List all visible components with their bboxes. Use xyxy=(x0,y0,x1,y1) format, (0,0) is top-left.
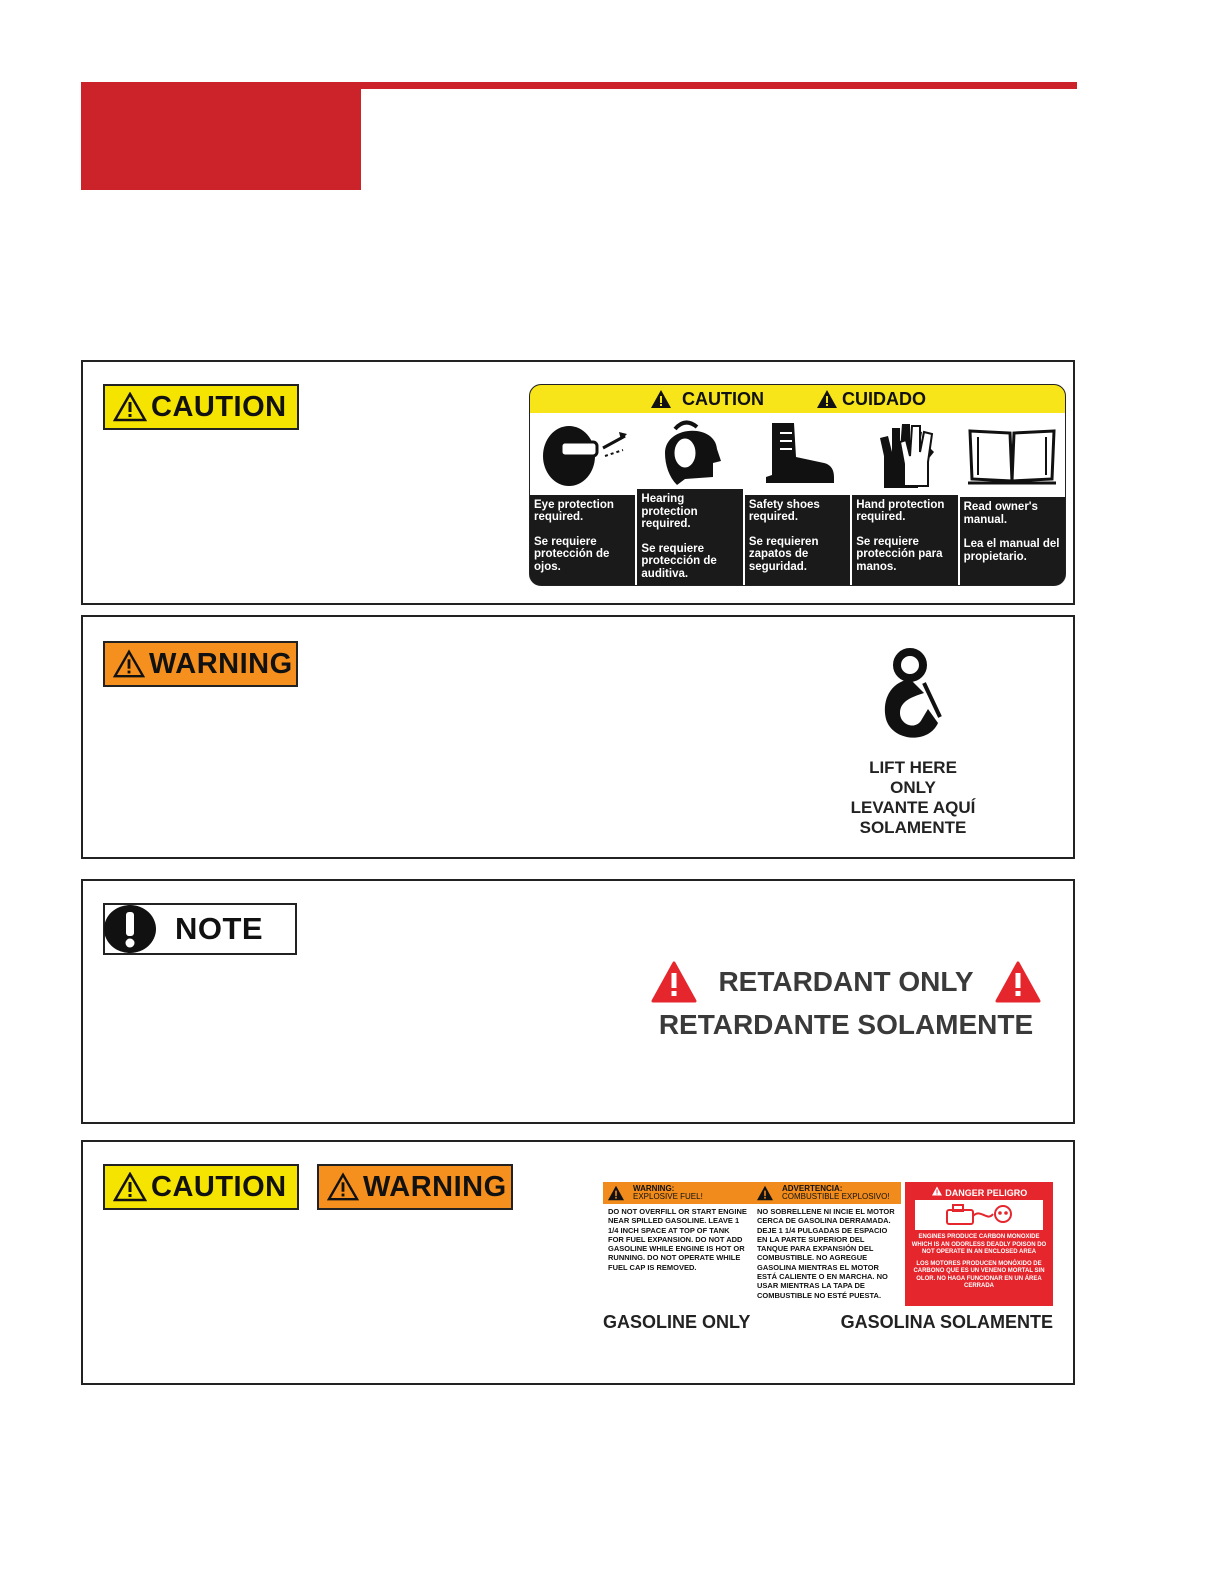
retardant-line-2: RETARDANTE SOLAMENTE xyxy=(658,1009,1034,1040)
fuel-type-labels xyxy=(603,1312,1053,1333)
warning-triangle-icon xyxy=(756,1185,774,1201)
danger-text-en: ENGINES PRODUCE CARBON MONOXIDE WHICH IS AN ODORLESS DEADLY POISON DO NOT OPERATE IN AN ENCLOSED AREA xyxy=(911,1234,1047,1255)
warning-triangle-icon xyxy=(651,961,697,1003)
ppe-text-en: Hearing protection required. xyxy=(641,493,698,530)
ppe-item xyxy=(745,413,852,585)
exclamation-icon xyxy=(103,904,157,954)
ppe-text-en: Safety shoes required. xyxy=(748,498,820,523)
lift-line-3: LEVANTE AQUÍ xyxy=(850,798,976,817)
lift-decal xyxy=(843,647,983,838)
safety-shoe-icon xyxy=(758,419,838,489)
warning-triangle-icon xyxy=(113,1172,147,1202)
fuel-panel xyxy=(81,1140,1075,1385)
danger-title: DANGER PELIGRO xyxy=(945,1188,1028,1198)
ppe-decal xyxy=(529,384,1066,586)
retardant-decal xyxy=(651,961,1041,1041)
ppe-header-caution: CAUTION xyxy=(682,388,764,409)
lift-hook-icon xyxy=(878,647,948,747)
warning-triangle-icon xyxy=(327,1172,359,1202)
warning-triangle-icon xyxy=(995,961,1041,1003)
engine-exhaust-skull-icon xyxy=(939,1202,1019,1228)
note-panel xyxy=(81,879,1075,1124)
caution-tag xyxy=(103,384,299,430)
ppe-text-es: Se requieren zapatos de seguridad. xyxy=(748,535,819,573)
ppe-text-en: Eye protection required. xyxy=(534,498,614,523)
ppe-text-es: Lea el manual del propietario. xyxy=(963,538,1060,563)
warning-tag-label: WARNING xyxy=(363,1170,507,1203)
warning-panel xyxy=(81,615,1075,859)
carbon-monoxide-danger-label xyxy=(905,1182,1053,1306)
ppe-text-es: Se requiere protección de auditiva. xyxy=(641,542,717,580)
warning-triangle-icon xyxy=(931,1186,943,1196)
ppe-item xyxy=(852,413,959,585)
caution-panel xyxy=(81,360,1075,605)
warning-triangle-icon xyxy=(650,389,672,409)
warning-triangle-icon xyxy=(113,649,145,679)
ppe-item xyxy=(530,413,637,585)
fuel-warning-label xyxy=(603,1182,901,1302)
warning-triangle-icon xyxy=(816,389,838,409)
warning-triangle-icon xyxy=(113,392,147,422)
fuel-warning-body-en: DO NOT OVERFILL OR START ENGINE NEAR SPILLED GASOLINE. LEAVE 1 1/4 INCH SPACE AT TOP OF TANK FOR FUEL EXPANSION. DO NOT ADD GASOLINE WHILE ENGINE IS HOT OR RUNNING. DO NOT OPERATE WHILE FUEL CAP IS REMOVED. xyxy=(608,1207,747,1272)
fuel-decal xyxy=(603,1182,1055,1307)
ppe-header-cuidado: CUIDADO xyxy=(842,388,926,409)
ppe-text-es: Se requiere protección para manos. xyxy=(856,535,943,573)
ppe-item xyxy=(960,413,1065,585)
lift-line-4: SOLAMENTE xyxy=(859,818,967,837)
warning-tag-label: WARNING xyxy=(149,647,293,680)
lift-line-1: LIFT HERE xyxy=(869,758,957,777)
note-tag-label: NOTE xyxy=(175,911,264,946)
fuel-warning-body-es: NO SOBRELLENE NI INCIE EL MOTOR CERCA DE GASOLINA DERRAMADA. DEJE 1 1/4 PULGADAS DE ESPACIO EN LA PARTE SUPERIOR DEL TANQUE PARA EXPANSIÓN DEL COMBUSTIBLE. NO AGREGUE GASOLINA MIENTRAS EL MOTOR ESTÁ CALIENTE O EN MARCHA. NO USAR MIENTRAS LA TAPA DE COMBUSTIBLE NO ESTÉ PUESTA. xyxy=(757,1207,895,1300)
fuel-warning-sub-en: EXPLOSIVE FUEL! xyxy=(633,1192,703,1201)
caution-tag xyxy=(103,1164,299,1210)
fuel-warning-title-en: WARNING: xyxy=(633,1184,675,1193)
warning-tag xyxy=(103,641,298,687)
warning-tag xyxy=(317,1164,513,1210)
ppe-item xyxy=(637,413,744,585)
ppe-text-en: Read owner's manual. xyxy=(963,501,1038,526)
gasoline-only-label: GASOLINE ONLY xyxy=(603,1312,751,1332)
eye-protection-icon xyxy=(535,416,631,492)
lift-line-2: ONLY xyxy=(890,778,936,797)
caution-tag-label: CAUTION xyxy=(151,1170,287,1203)
fuel-warning-title-es: ADVERTENCIA: xyxy=(782,1184,843,1193)
fuel-warning-sub-es: COMBUSTIBLE EXPLOSIVO! xyxy=(782,1192,890,1201)
gasolina-solamente-label: GASOLINA SOLAMENTE xyxy=(840,1312,1053,1332)
danger-text-es: LOS MOTORES PRODUCEN MONÓXIDO DE CARBONO QUE ES UN VENENO MORTAL SIN OLOR. NO HAGA FUNCIONAR EN UN ÁREA CERRADA xyxy=(913,1260,1045,1289)
header-block xyxy=(81,82,361,190)
ppe-text-en: Hand protection required. xyxy=(856,498,945,523)
note-tag xyxy=(103,903,297,955)
caution-tag-label: CAUTION xyxy=(151,390,287,423)
retardant-line-1: RETARDANT ONLY xyxy=(718,966,974,997)
ppe-text-es: Se requiere protección de ojos. xyxy=(534,535,610,573)
hearing-protection-icon xyxy=(655,413,725,489)
manual-book-icon xyxy=(964,423,1060,487)
ppe-header xyxy=(530,385,1065,413)
glove-icon xyxy=(870,416,940,492)
warning-triangle-icon xyxy=(607,1185,625,1201)
